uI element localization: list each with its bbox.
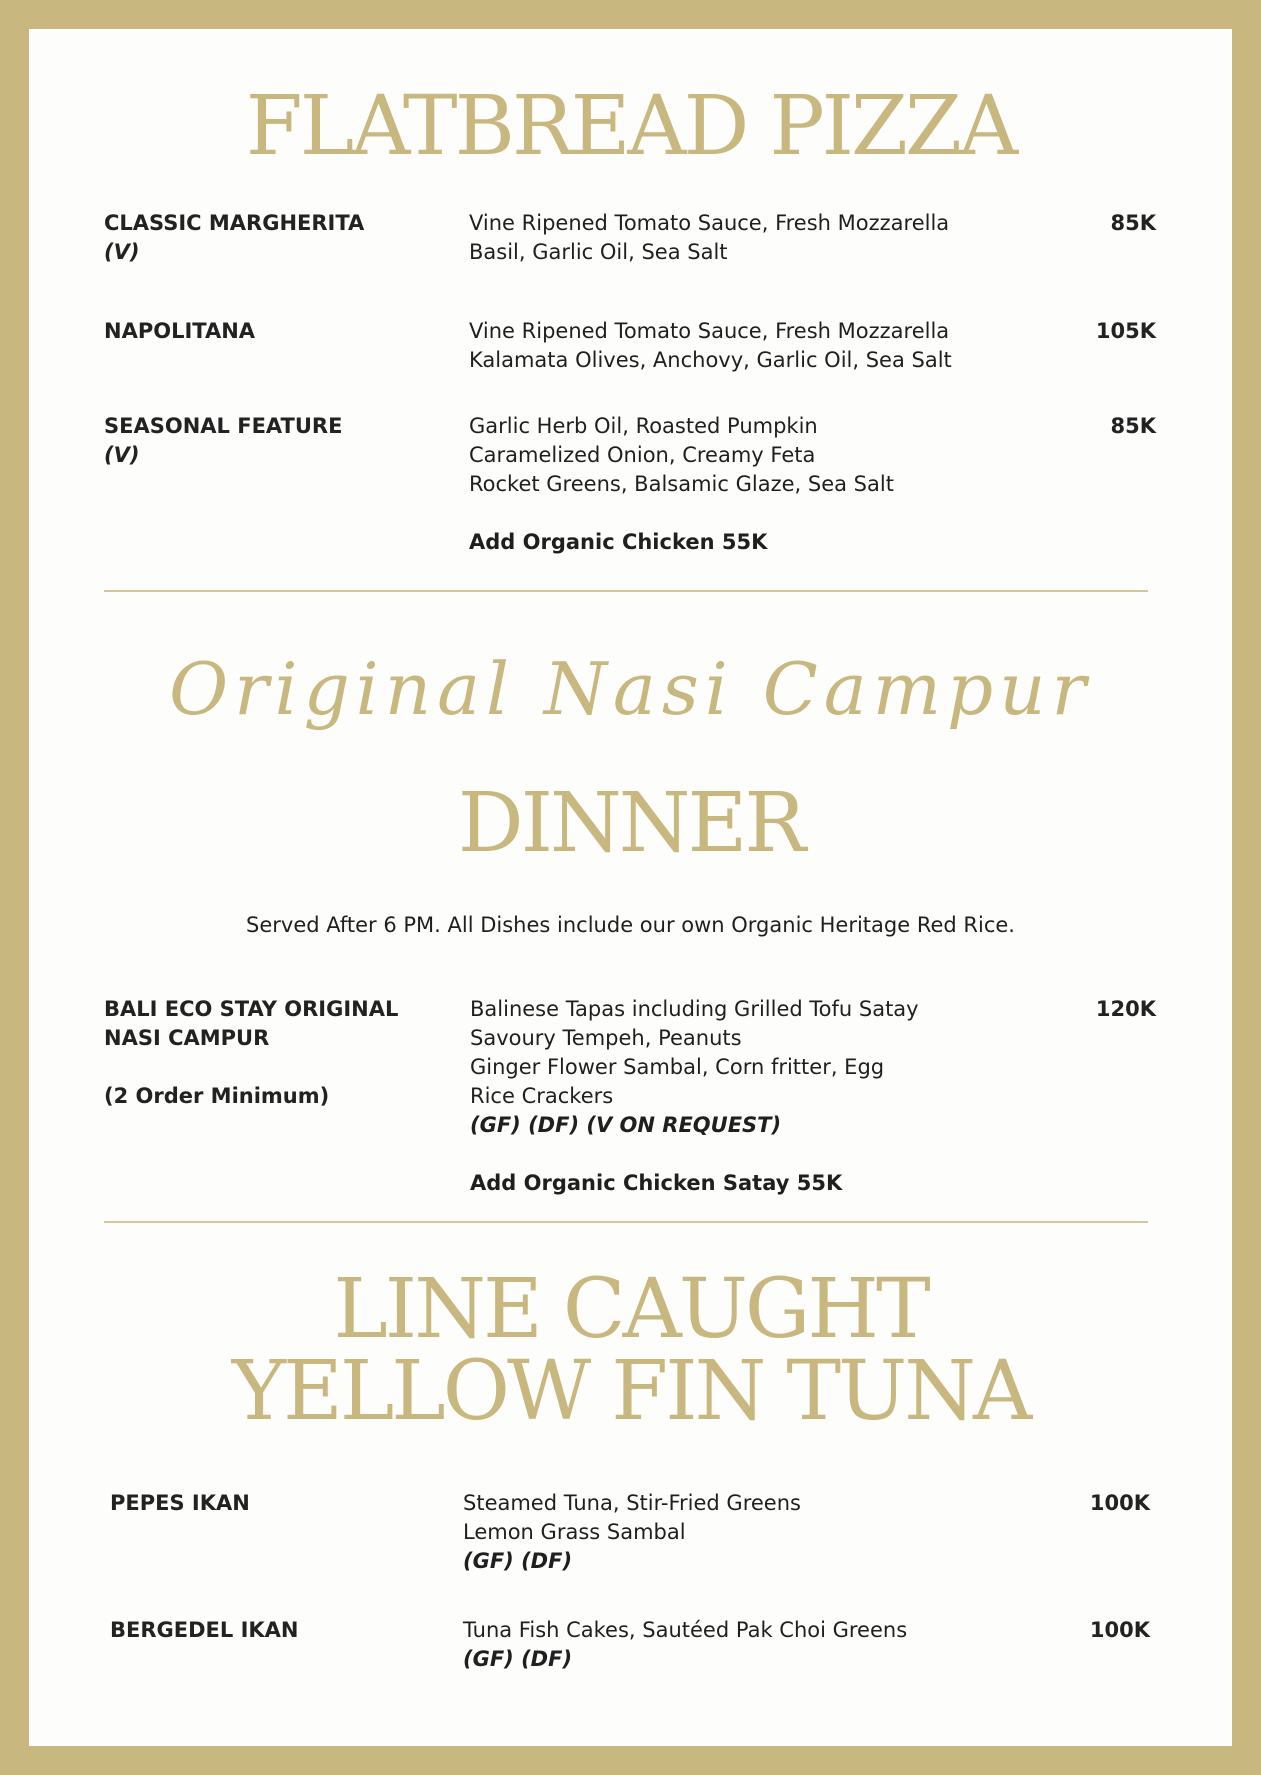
item-diet-tags: (GF) (DF): [463, 1549, 573, 1573]
desc-line: Kalamata Olives, Anchovy, Garlic Oil, Sea Salt: [469, 348, 952, 372]
desc-line: Lemon Grass Sambal: [463, 1520, 686, 1544]
item-diet-tags: (GF) (DF): [463, 1647, 573, 1671]
item-addon: Add Organic Chicken 55K: [469, 530, 768, 554]
item-price: 120K: [1095, 997, 1156, 1021]
item-name: BALI ECO STAY ORIGINAL: [104, 997, 399, 1021]
desc-line: Garlic Herb Oil, Roasted Pumpkin: [469, 414, 818, 438]
item-note: (2 Order Minimum): [104, 1084, 330, 1108]
desc-line: Rice Crackers: [470, 1084, 614, 1108]
item-description: [470, 995, 990, 1198]
item-name: BERGEDEL IKAN: [110, 1618, 299, 1642]
item-price: 100K: [1089, 1491, 1150, 1515]
desc-line: Vine Ripened Tomato Sauce, Fresh Mozzarella: [469, 319, 950, 343]
desc-line: Rocket Greens, Balsamic Glaze, Sea Salt: [469, 472, 894, 496]
item-name: SEASONAL FEATURE: [104, 414, 343, 438]
desc-line: Basil, Garlic Oil, Sea Salt: [469, 240, 728, 264]
item-description: [469, 209, 989, 267]
desc-line: Ginger Flower Sambal, Corn fritter, Egg: [470, 1055, 885, 1079]
desc-line: Steamed Tuna, Stir-Fried Greens: [463, 1491, 801, 1515]
item-tag: (V): [104, 443, 140, 467]
item-name: NASI CAMPUR: [104, 1026, 270, 1050]
section-heading-pizza: FLATBREAD PIZZA: [245, 79, 1016, 174]
item-diet-tags: (GF) (DF) (V ON REQUEST): [470, 1113, 782, 1137]
menu-page: [29, 29, 1232, 1746]
item-name: CLASSIC MARGHERITA: [104, 211, 365, 235]
section-heading-dinner: DINNER: [457, 776, 804, 871]
item-price: 100K: [1089, 1618, 1150, 1642]
item-description: [469, 317, 989, 375]
section-subtitle: Served After 6 PM. All Dishes include our own Organic Heritage Red Rice.: [246, 913, 1015, 937]
section-divider: [104, 590, 1148, 592]
desc-line: Vine Ripened Tomato Sauce, Fresh Mozzarella: [469, 211, 950, 235]
desc-line: Balinese Tapas including Grilled Tofu Satay: [470, 997, 919, 1021]
heading-line: LINE CAUGHT: [333, 1262, 928, 1357]
item-name: PEPES IKAN: [110, 1491, 250, 1515]
item-tag: (V): [104, 240, 140, 264]
section-divider: [104, 1221, 1148, 1223]
item-name: NAPOLITANA: [104, 319, 256, 343]
heading-line: YELLOW FIN TUNA: [231, 1344, 1030, 1439]
item-description: [463, 1489, 983, 1576]
script-title: Original Nasi Campur: [169, 647, 1092, 731]
desc-line: Savoury Tempeh, Peanuts: [470, 1026, 742, 1050]
item-description: [469, 412, 989, 557]
desc-line: Tuna Fish Cakes, Sautéed Pak Choi Greens: [463, 1618, 908, 1642]
item-addon: Add Organic Chicken Satay 55K: [470, 1171, 843, 1195]
desc-line: Caramelized Onion, Creamy Feta: [469, 443, 816, 467]
item-price: 85K: [1110, 211, 1156, 235]
item-description: [463, 1616, 983, 1674]
item-price: 85K: [1110, 414, 1156, 438]
section-heading-tuna: [29, 1262, 1232, 1439]
item-price: 105K: [1095, 319, 1156, 343]
